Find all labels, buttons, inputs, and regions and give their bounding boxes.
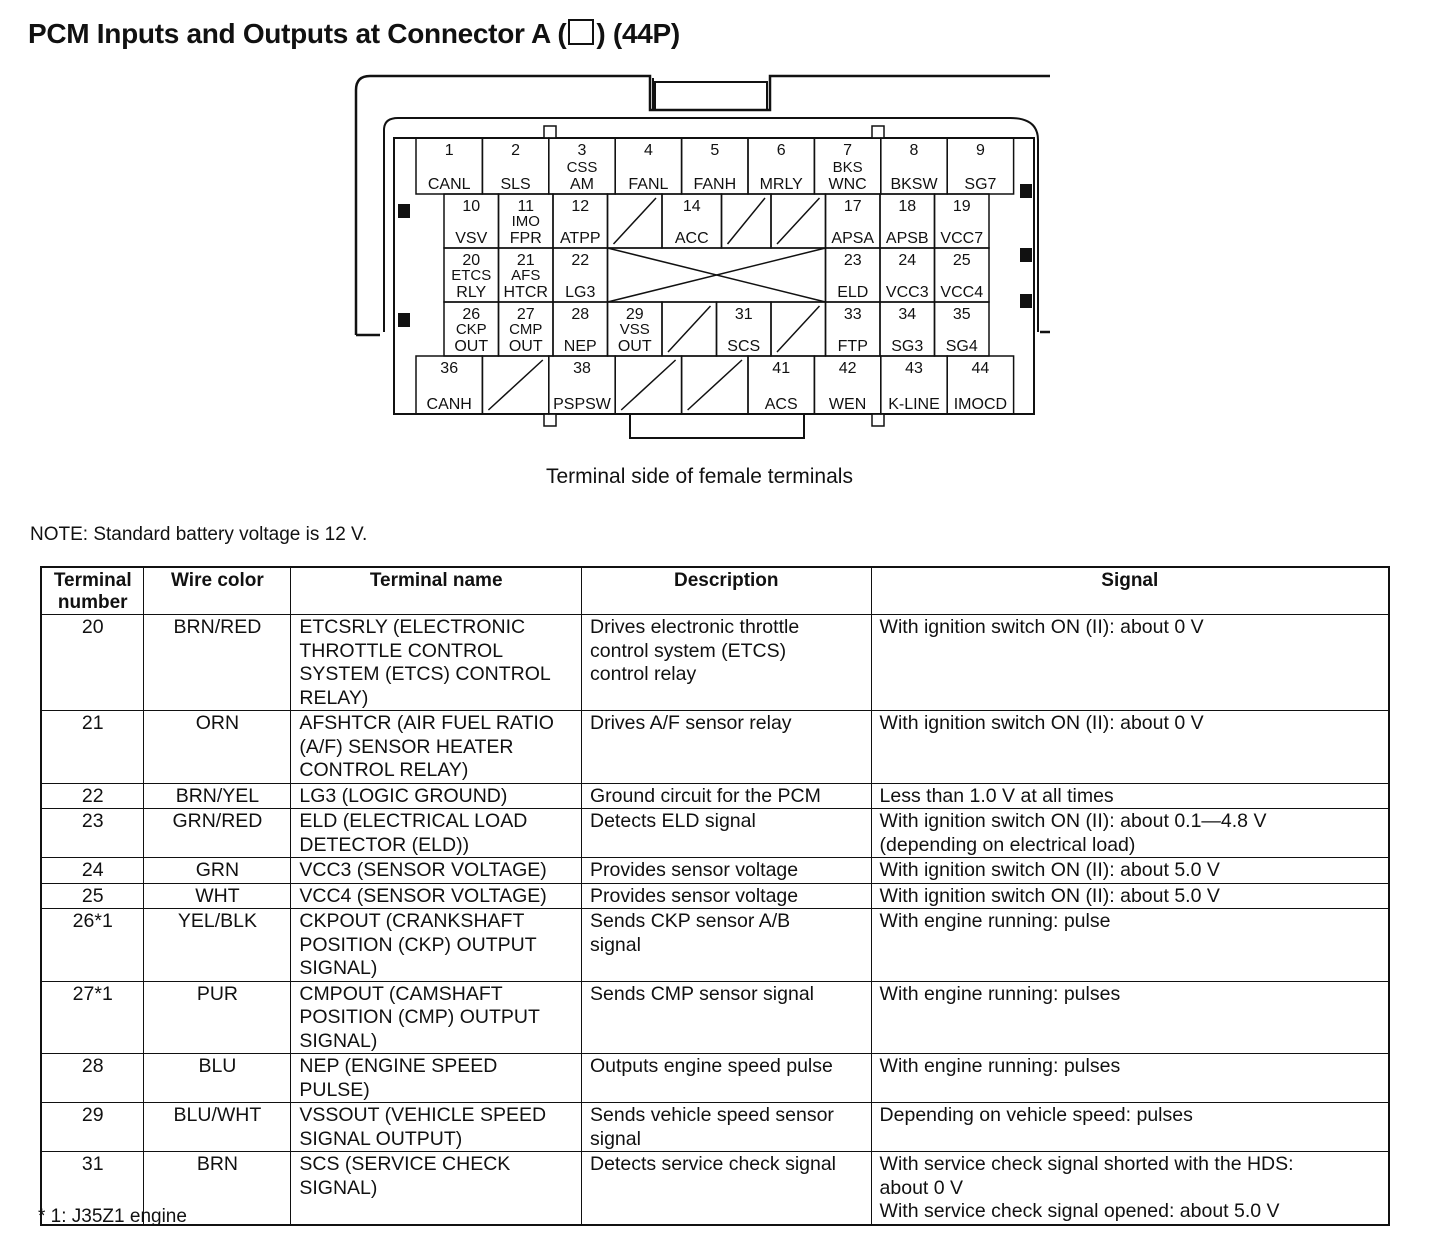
terminal-label-line: CMP	[509, 321, 543, 338]
terminal-label: CANH	[426, 396, 472, 413]
cell-terminal: 22	[41, 783, 144, 809]
terminal-label-line: FPR	[509, 230, 542, 247]
cell-signal: With engine running: pulse	[871, 909, 1389, 982]
blank-cavity-slash	[621, 360, 675, 410]
cell-wire: GRN	[144, 858, 291, 884]
terminal-number: 24	[898, 252, 917, 269]
connector-box-icon	[568, 19, 594, 45]
table-row	[41, 858, 1389, 884]
terminal-number: 20	[462, 252, 481, 269]
cell-description: Sends CKP sensor A/B signal	[582, 909, 872, 982]
col-description: Description	[582, 567, 872, 615]
terminal-label: VCC4	[940, 284, 984, 301]
terminal-label: SLS	[500, 176, 531, 193]
terminal-label: VSV	[455, 230, 488, 247]
terminal-label-line: AM	[570, 176, 594, 193]
terminal-label: FANL	[628, 176, 669, 193]
cell-wire: GRN/RED	[144, 809, 291, 858]
cell-wire: ORN	[144, 711, 291, 784]
cell-terminal: 21	[41, 711, 144, 784]
col-terminal-name: Terminal name	[291, 567, 582, 615]
cell-terminal: 26*1	[41, 909, 144, 982]
col-signal: Signal	[871, 567, 1389, 615]
cell-wire: WHT	[144, 883, 291, 909]
terminal-number: 38	[573, 360, 591, 377]
table-row	[41, 783, 1389, 809]
connector-caption: Terminal side of female terminals	[546, 465, 853, 488]
terminal-number: 42	[838, 360, 857, 377]
terminal-number: 18	[898, 198, 917, 215]
terminal-label: VCC3	[885, 284, 929, 301]
terminal-number: 8	[909, 142, 919, 159]
terminal-label: FANH	[693, 176, 737, 193]
col-terminal-number: Terminal number	[41, 567, 144, 615]
terminal-number: 5	[710, 142, 720, 159]
cell-name: ELD (ELECTRICAL LOAD DETECTOR (ELD))	[291, 809, 582, 858]
cell-description: Detects ELD signal	[582, 809, 872, 858]
terminal-number: 22	[571, 252, 590, 269]
terminal-label: WEN	[828, 396, 867, 413]
cell-signal: With service check signal shorted with the HDS: about 0 V With service check signal opened: about 5.0 V	[871, 1152, 1389, 1225]
cell-description: Drives A/F sensor relay	[582, 711, 872, 784]
table-row	[41, 883, 1389, 909]
cell-wire: BRN	[144, 1152, 291, 1225]
connector-diagram	[350, 70, 1050, 442]
terminal-number: 4	[643, 142, 653, 159]
cell-name: VCC3 (SENSOR VOLTAGE)	[291, 858, 582, 884]
blank-cavity-slash	[668, 306, 711, 352]
terminal-label-line: AFS	[511, 267, 541, 284]
table-row	[41, 1103, 1389, 1152]
terminal-label: APSA	[831, 230, 875, 247]
table-header-row	[41, 567, 1389, 615]
cell-terminal: 25	[41, 883, 144, 909]
table-row	[41, 1054, 1389, 1103]
cell-description: Ground circuit for the PCM	[582, 783, 872, 809]
cell-terminal: 29	[41, 1103, 144, 1152]
terminal-number: 11	[517, 198, 535, 215]
terminal-number: 9	[975, 142, 985, 159]
terminal-label: K-LINE	[888, 396, 940, 413]
table-row	[41, 909, 1389, 982]
cell-name: VCC4 (SENSOR VOLTAGE)	[291, 883, 582, 909]
terminal-label: LG3	[565, 284, 596, 301]
page-title: PCM Inputs and Outputs at Connector A ( ) (44P)	[28, 18, 680, 49]
cell-terminal: 27*1	[41, 981, 144, 1054]
cell-description: Provides sensor voltage	[582, 883, 872, 909]
cell-signal: Less than 1.0 V at all times	[871, 783, 1389, 809]
terminal-number: 26	[462, 306, 481, 323]
terminal-number: 7	[843, 142, 853, 159]
terminal-number: 17	[843, 198, 862, 215]
terminal-number: 12	[571, 198, 590, 215]
terminal-label-line: VSS	[619, 321, 650, 338]
terminal-label-line: ETCS	[451, 267, 492, 284]
cell-name: SCS (SERVICE CHECK SIGNAL)	[291, 1152, 582, 1225]
cell-name: VSSOUT (VEHICLE SPEED SIGNAL OUTPUT)	[291, 1103, 582, 1152]
terminal-label-line: CKP	[455, 321, 487, 338]
cell-wire: YEL/BLK	[144, 909, 291, 982]
cell-wire: BLU	[144, 1054, 291, 1103]
blank-cavity-slash	[688, 360, 742, 410]
blank-cavity-slash	[777, 198, 820, 244]
terminal-number: 36	[440, 360, 459, 377]
cell-signal: Depending on vehicle speed: pulses	[871, 1103, 1389, 1152]
terminal-label: SCS	[727, 338, 761, 355]
terminal-number: 3	[577, 142, 587, 159]
terminal-label: ACC	[674, 230, 709, 247]
cell-name: LG3 (LOGIC GROUND)	[291, 783, 582, 809]
cell-signal: With ignition switch ON (II): about 0.1—4.8 V (depending on electrical load)	[871, 809, 1389, 858]
blank-cavity-slash	[728, 198, 766, 244]
table-row	[41, 809, 1389, 858]
terminal-label: PSPSW	[553, 396, 611, 413]
terminal-number: 23	[843, 252, 862, 269]
terminal-number: 43	[905, 360, 923, 377]
terminal-number: 27	[516, 306, 535, 323]
cell-description: Drives electronic throttle control system (ETCS) control relay	[582, 615, 872, 711]
terminal-number: 10	[462, 198, 481, 215]
terminal-label: SG4	[945, 338, 978, 355]
io-table	[40, 566, 1390, 1226]
terminal-label-line: BKS	[832, 159, 863, 176]
terminal-number: 1	[444, 142, 454, 159]
cell-signal: With engine running: pulses	[871, 981, 1389, 1054]
terminal-label: ACS	[764, 396, 798, 413]
terminal-label: NEP	[563, 338, 597, 355]
cell-description: Sends CMP sensor signal	[582, 981, 872, 1054]
cell-name: NEP (ENGINE SPEED PULSE)	[291, 1054, 582, 1103]
terminal-number: 29	[625, 306, 644, 323]
cell-name: AFSHTCR (AIR FUEL RATIO (A/F) SENSOR HEATER CONTROL RELAY)	[291, 711, 582, 784]
terminal-number: 35	[952, 306, 971, 323]
col-wire-color: Wire color	[144, 567, 291, 615]
terminal-number: 14	[682, 198, 701, 215]
terminal-label: ATPP	[559, 230, 601, 247]
cell-terminal: 31	[41, 1152, 144, 1225]
terminal-number: 33	[843, 306, 862, 323]
terminal-label-line: CSS	[566, 159, 598, 176]
terminal-label-line: IMO	[511, 213, 540, 230]
terminal-label: FTP	[837, 338, 868, 355]
cell-signal: With engine running: pulses	[871, 1054, 1389, 1103]
footnote: * 1: J35Z1 engine	[38, 1206, 187, 1227]
table-row	[41, 615, 1389, 711]
terminal-label: VCC7	[940, 230, 984, 247]
cell-signal: With ignition switch ON (II): about 5.0 V	[871, 858, 1389, 884]
cell-terminal: 23	[41, 809, 144, 858]
terminal-label: APSB	[885, 230, 929, 247]
cell-wire: BLU/WHT	[144, 1103, 291, 1152]
terminal-label-line: OUT	[508, 338, 543, 355]
terminal-label: SG3	[891, 338, 924, 355]
terminal-label: SG7	[964, 176, 997, 193]
blank-cavity-slash	[488, 360, 542, 410]
cell-terminal: 28	[41, 1054, 144, 1103]
battery-note: NOTE: Standard battery voltage is 12 V.	[30, 524, 368, 545]
terminal-number: 34	[898, 306, 917, 323]
blank-cavity-slash	[777, 306, 820, 352]
cell-signal: With ignition switch ON (II): about 5.0 V	[871, 883, 1389, 909]
terminal-number: 31	[734, 306, 753, 323]
cell-wire: PUR	[144, 981, 291, 1054]
cell-wire: BRN/RED	[144, 615, 291, 711]
cell-terminal: 20	[41, 615, 144, 711]
cell-description: Provides sensor voltage	[582, 858, 872, 884]
terminal-label: MRLY	[759, 176, 803, 193]
terminal-number: 21	[516, 252, 535, 269]
terminal-number: 6	[776, 142, 786, 159]
cell-wire: BRN/YEL	[144, 783, 291, 809]
terminal-number: 19	[952, 198, 971, 215]
cell-signal: With ignition switch ON (II): about 0 V	[871, 711, 1389, 784]
cell-name: CKPOUT (CRANKSHAFT POSITION (CKP) OUTPUT SIGNAL)	[291, 909, 582, 982]
terminal-number: 28	[571, 306, 590, 323]
terminal-label-line: OUT	[617, 338, 652, 355]
cell-description: Outputs engine speed pulse	[582, 1054, 872, 1103]
cell-description: Detects service check signal	[582, 1152, 872, 1225]
blank-cavity-slash	[614, 198, 657, 244]
terminal-label-line: RLY	[456, 284, 487, 301]
terminal-number: 2	[511, 142, 521, 159]
terminal-label-line: OUT	[454, 338, 489, 355]
table-row	[41, 1152, 1389, 1225]
cell-name: CMPOUT (CAMSHAFT POSITION (CMP) OUTPUT SIGNAL)	[291, 981, 582, 1054]
terminal-label: CANL	[427, 176, 471, 193]
terminal-label-line: WNC	[828, 176, 867, 193]
terminal-number: 25	[952, 252, 971, 269]
terminal-label-line: HTCR	[503, 284, 548, 301]
terminal-label: ELD	[837, 284, 869, 301]
table-row	[41, 981, 1389, 1054]
cell-name: ETCSRLY (ELECTRONIC THROTTLE CONTROL SYSTEM (ETCS) CONTROL RELAY)	[291, 615, 582, 711]
terminal-number: 41	[772, 360, 791, 377]
cell-signal: With ignition switch ON (II): about 0 V	[871, 615, 1389, 711]
terminal-number: 44	[971, 360, 990, 377]
cell-terminal: 24	[41, 858, 144, 884]
cell-description: Sends vehicle speed sensor signal	[582, 1103, 872, 1152]
terminal-label: BKSW	[890, 176, 938, 193]
table-row	[41, 711, 1389, 784]
terminal-label: IMOCD	[953, 396, 1008, 413]
